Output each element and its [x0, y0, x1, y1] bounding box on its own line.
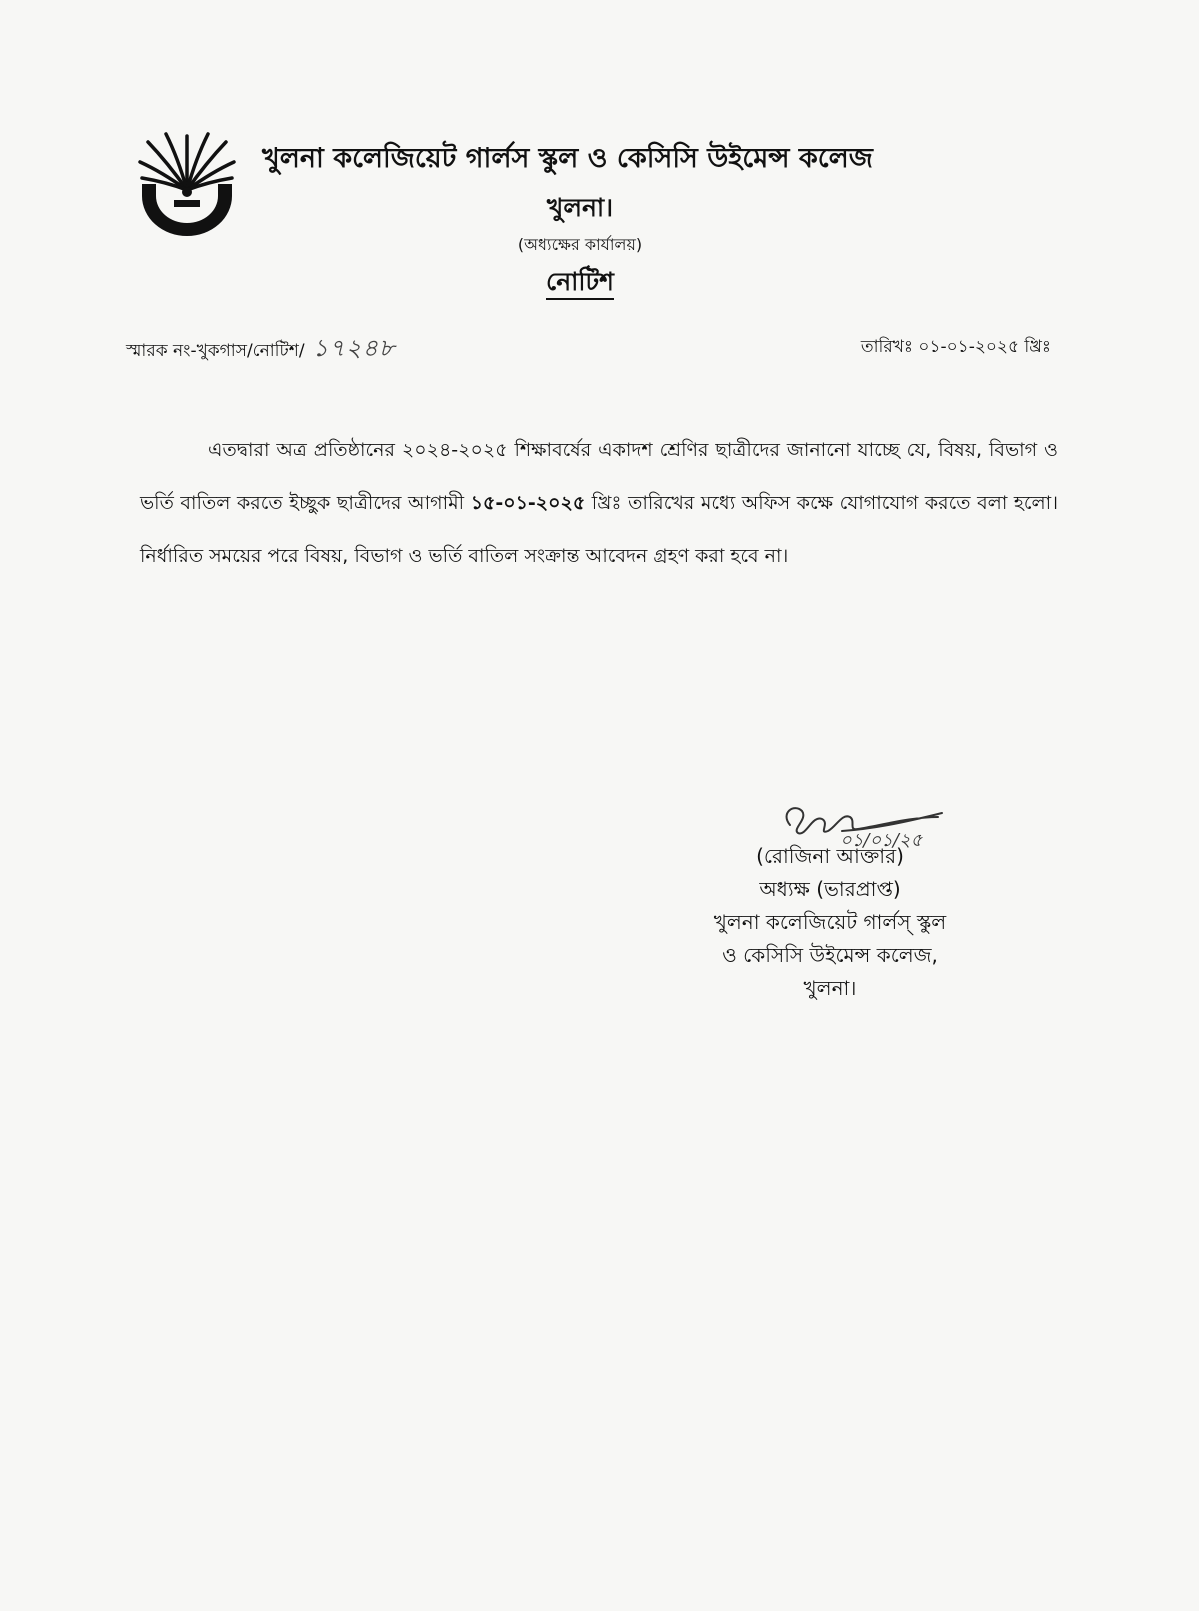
- memo-label: স্মারক নং-খুকগাস/নোটিশ/: [126, 341, 305, 361]
- body-part-2: খ্রিঃ তারিখের মধ্যে অফিস কক্ষে যোগাযোগ করতে বলা হলো। নির্ধারিত সময়ের পরে বিষয়, বিভাগ ও ভর্তি বাতিল সংক্রান্ত আবেদন গ্রহণ করা হবে না।: [140, 492, 1058, 567]
- signatory-org-line-2: ও কেসিসি উইমেন্স কলেজ,: [722, 943, 938, 967]
- signatory-title: অধ্যক্ষ (ভারপ্রাপ্ত): [759, 877, 901, 901]
- notice-heading: [0, 262, 1160, 305]
- office-label: (অধ্যক্ষের কার্যালয়): [517, 235, 643, 254]
- signatory-org-line-1: খুলনা কলেজিয়েট গার্লস্ স্কুল: [713, 910, 947, 934]
- signatory-name: (রোজিনা আক্তার): [756, 844, 904, 868]
- institution-name: খুলনা কলেজিয়েট গার্লস স্কুল ও কেসিসি উইমেন্স কলেজ: [262, 143, 873, 174]
- signature-date: ০১/০১/২৫: [840, 830, 923, 851]
- deadline-date: ১৫-০১-২০২৫: [470, 492, 586, 514]
- signatory-block: [660, 840, 1000, 1005]
- memo-handwritten-number: ১৭২৪৮: [312, 334, 396, 362]
- notice-body: [140, 424, 1058, 583]
- body-part-1: এতদ্বারা অত্র প্রতিষ্ঠানের ২০২৪-২০২৫ শিক্ষাবর্ষের একাদশ শ্রেণির ছাত্রীদের জানানো যাচ্ছে যে, বিষয়, বিভাগ ও ভর্তি বাতিল করতে ইচ্ছুক ছাত্রীদের আগামী: [140, 439, 1058, 514]
- memo-number: [126, 330, 396, 370]
- institution-city: খুলনা।: [546, 193, 614, 222]
- notice-paragraph: [140, 424, 1058, 583]
- notice-heading-text: নোটিশ: [546, 267, 614, 300]
- notice-date: তারিখঃ ০১-০১-২০২৫ খ্রিঃ: [860, 337, 1051, 357]
- signatory-org-line-3: খুলনা।: [803, 976, 857, 1000]
